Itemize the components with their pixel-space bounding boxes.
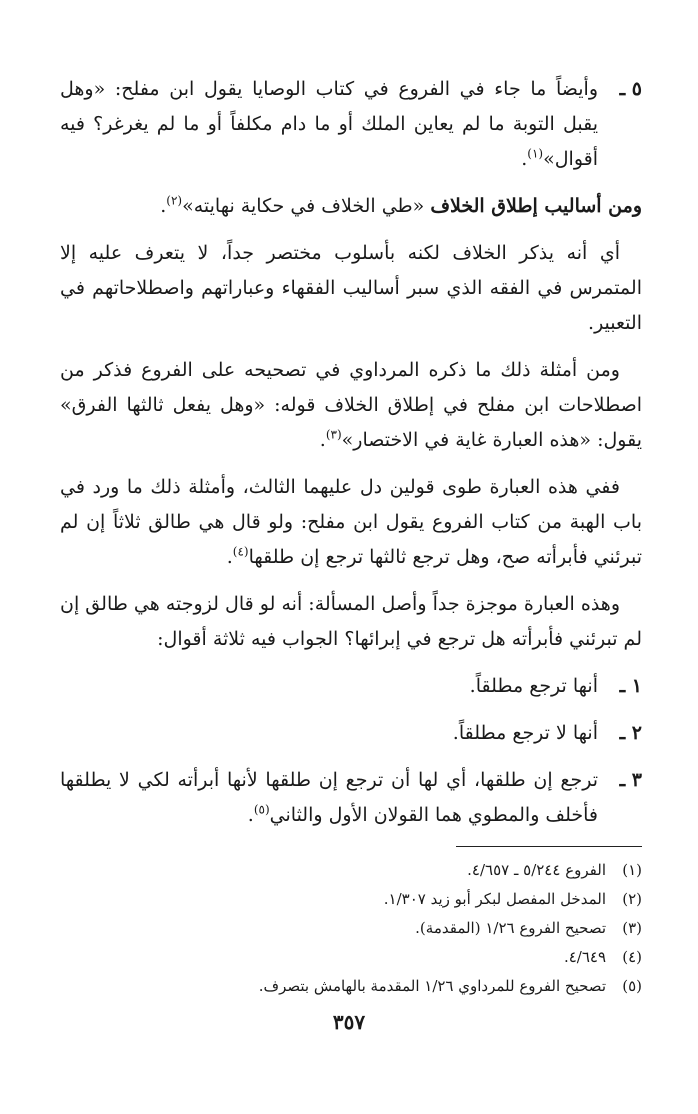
footnote-ref[interactable]: (٥) (253, 802, 270, 817)
paragraph-explanation: أي أنه يذكر الخلاف لكنه بأسلوب مختصر جداً، لا يتعرف عليه إلا المتمرس في الفقه الذي سبر أساليب الفقهاء وعباراتهم واصطلاحاتهم في التعبير. (60, 242, 642, 334)
list-text-body: ترجع إن طلقها، أي لها أن ترجع إن طلقها لأنها أبرأته لكي لا يطلقها فأخلف والمطوي هما القولان الأول والثاني (60, 769, 598, 826)
paragraph-hiba (60, 470, 642, 575)
list-number: ١ ـ (619, 675, 642, 697)
numbered-paragraph-5 (60, 72, 642, 177)
footnote-ref[interactable]: (٣) (325, 427, 342, 442)
heading-bold-text: ومن أساليب إطلاق الخلاف (430, 195, 642, 217)
list-text (60, 763, 598, 833)
list-item-3 (60, 763, 642, 833)
paragraph-issue: وهذه العبارة موجزة جداً وأصل المسألة: أنه لو قال لزوجته هي طالق إن لم تبرئني فأبرأته هل ترجع في إبرائها؟ الجواب فيه ثلاثة أقوال: (60, 593, 642, 650)
paragraph-text-body: وأيضاً ما جاء في الفروع في كتاب الوصايا يقول ابن مفلح: «وهل يقبل التوبة ما لم يعاين الملك أو ما دام مكلفاً أو ما لم يغرغر؟ فيه أقوال» (60, 78, 598, 170)
paragraph-text (60, 72, 598, 177)
footnote-number: (٢) (622, 890, 642, 908)
section-heading (60, 189, 642, 224)
list-item-2 (60, 716, 642, 751)
punctuation: . (319, 429, 326, 451)
list-text: أنها لا ترجع مطلقاً. (452, 722, 598, 744)
footnote-ref[interactable]: (٤) (232, 544, 249, 559)
punctuation: . (226, 546, 233, 568)
punctuation: . (160, 195, 167, 217)
footnote-number: (٤) (622, 948, 642, 966)
paragraph-text-body: ففي هذه العبارة طوى قولين دل عليهما الثالث، وأمثلة ذلك ما ورد في باب الهبة من كتاب الفروع يقول ابن مفلح: ولو قال هي طالق ثلاثاً إن لم تبرئني فأبرأته صح، وهل ترجع ثالثها ترجع إن طلقها (60, 476, 642, 568)
page-body (60, 72, 642, 845)
list-number: ٢ ـ (619, 722, 642, 744)
footnote-text: ٤/٦٤٩. (563, 948, 606, 966)
punctuation: . (247, 804, 254, 826)
footnote-number: (٥) (622, 977, 642, 995)
paragraph-example (60, 353, 642, 458)
footnote-number: (٣) (622, 919, 642, 937)
footnote-item (60, 914, 642, 943)
list-item-1 (60, 669, 642, 704)
footnote-text: تصحيح الفروع للمرداوي ١/٢٦ المقدمة بالهامش بتصرف. (258, 977, 606, 995)
footnote-text: تصحيح الفروع ١/٢٦ (المقدمة). (415, 919, 606, 937)
footnote-divider (456, 846, 642, 847)
footnote-ref[interactable]: (١) (527, 146, 544, 161)
footnote-text: الفروع ٥/٢٤٤ ـ ٤/٦٥٧. (467, 861, 606, 879)
page-number: ٣٥٧ (332, 1010, 366, 1034)
footnote-item (60, 972, 642, 1001)
footnote-item (60, 856, 642, 885)
footnote-number: (١) (622, 861, 642, 879)
paragraph-number: ٥ ـ (619, 78, 642, 100)
punctuation: . (521, 148, 528, 170)
footnotes (60, 856, 642, 1001)
heading-quote: «طي الخلاف في حكاية نهايته» (182, 195, 431, 217)
footnote-item (60, 885, 642, 914)
footnote-text: المدخل المفصل لبكر أبو زيد ١/٣٠٧. (383, 890, 606, 908)
paragraph-text-body: ومن أمثلة ذلك ما ذكره المرداوي في تصحيحه على الفروع فذكر من اصطلاحات ابن مفلح في إطلاق الخلاف قوله: «وهل يفعل ثالثها الفرق» يقول: «هذه العبارة غاية في الاختصار» (60, 359, 642, 451)
list-text: أنها ترجع مطلقاً. (469, 675, 598, 697)
footnote-ref[interactable]: (٢) (166, 193, 183, 208)
list-number: ٣ ـ (619, 769, 642, 791)
footnote-item (60, 943, 642, 972)
